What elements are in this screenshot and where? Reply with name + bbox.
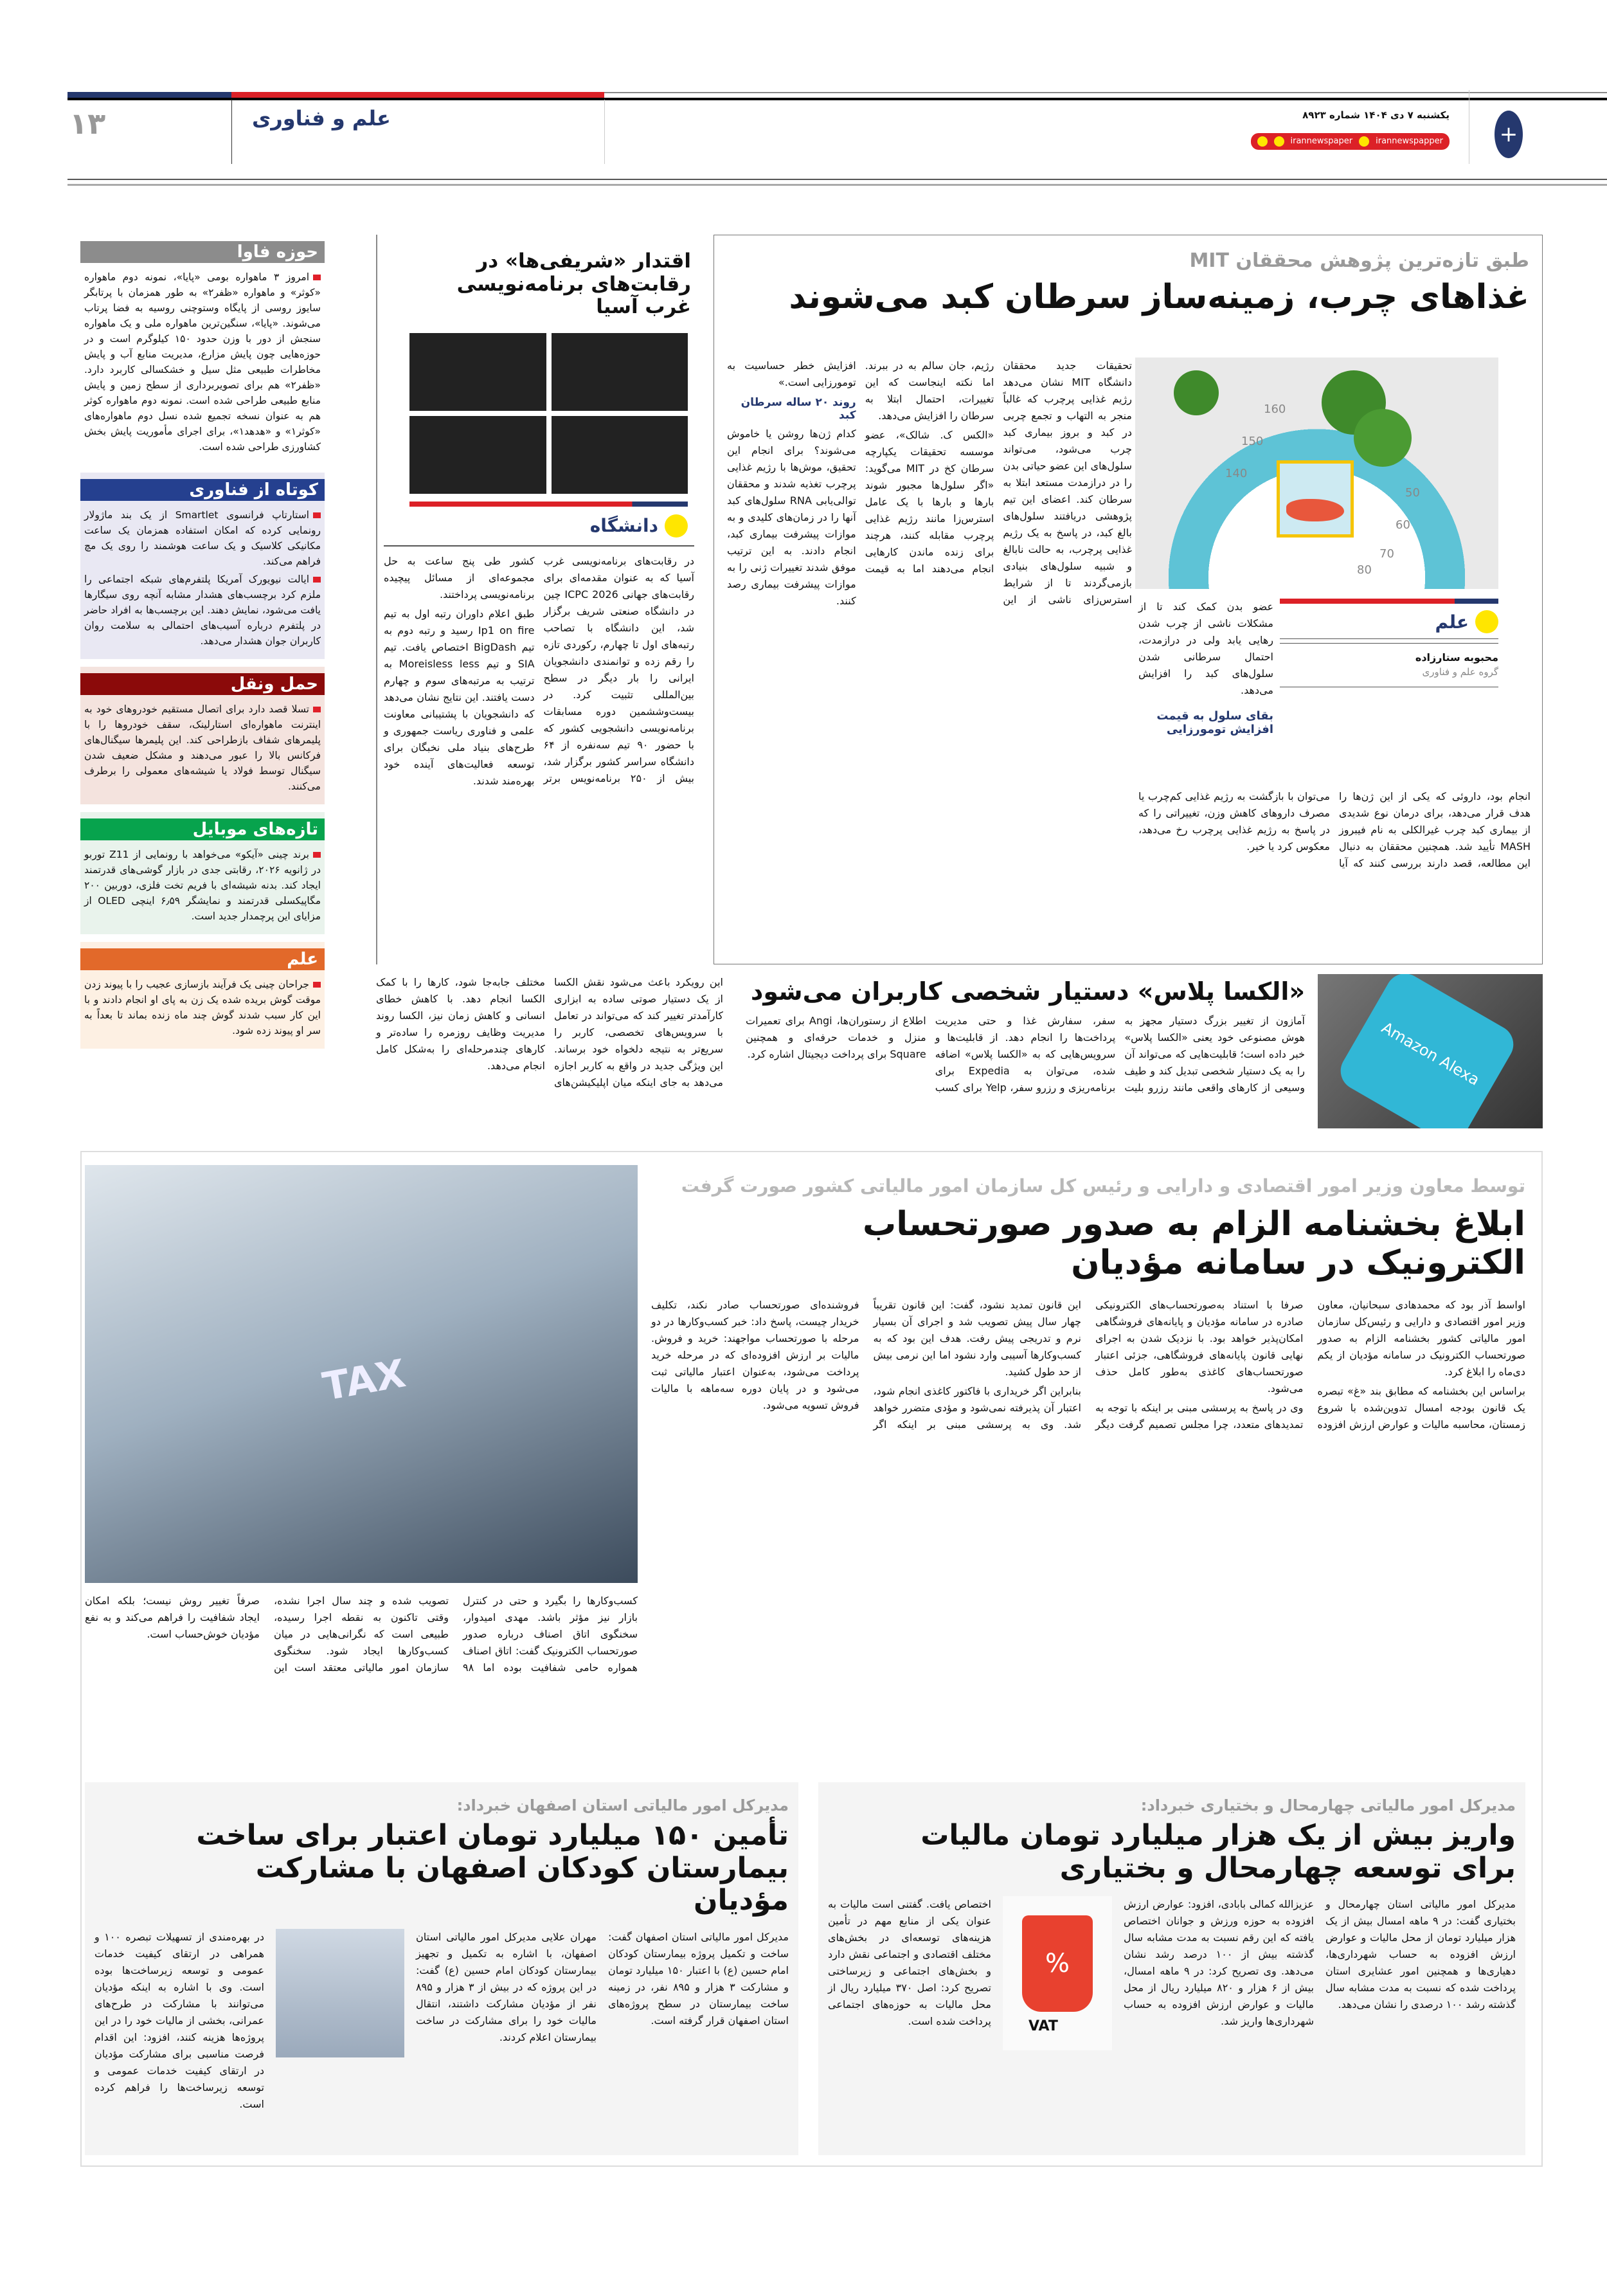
mit-body-right: [1138, 788, 1531, 872]
sharif-headline: اقتدار «شریفی‌ها» در رقابت‌های برنامه‌نویسی غرب آسیا: [456, 249, 691, 319]
liver-illustration: 160 150 140 50 60 70 80: [1135, 357, 1498, 589]
author-name: محبوبه ستارزاده: [1415, 651, 1498, 664]
chb-article: [818, 1782, 1525, 2155]
date-line: یکشنبه ۷ دی ۱۴۰۴ شماره ۸۹۲۳: [1302, 109, 1450, 121]
team-photo: [552, 416, 688, 494]
brief-title: حوزه فاوا: [80, 241, 325, 263]
paragraph: «الکس ک. شالک»، عضو موسسه تحقیقات یکپارچه سرطان کخ در MIT می‌گوید: «اگر سلول‌ها مجبور شوند بارها و بارها با یک عامل استرس‌زا مانند رژیم غذایی پرچرب مقابله کنند، هرچند برای زنده ماندن کارهایی انجام می‌دهند اما به قیمت افزایش خطر حساسیت به تومورزایی است.»: [727, 359, 994, 575]
brief-box: [80, 667, 325, 804]
team-photo: [409, 416, 546, 494]
brief-item: امروز ۳ ماهواره بومی «پایا»، نمونه دوم ماهواره «کوثر» و ماهواره «ظفر۲» به طور همزمان با پرتابگر سایوز روسی از پایگاه وستوچنی روسیه به فضا پرتاب می‌شوند. «پایا»، سنگین‌ترین ماهواره ملی و یک ماهواره سنجش از دور با وزن حدود ۱۵۰ کیلوگرم است و در حوزه‌هایی چون پایش مزارع، مدیریت منابع آب و پایش مخاطرات طبیعی مثل سیل و خشکسالی کاربرد دارد. «ظفر۲» هم برای تصویربرداری از سطح زمین و پایش منابع طبیعی طراحی شده است. نمونه دوم ماهواره کوثر هم به عنوان نسخه تجمیع شده نسل دوم ماهواره‌های «کوثر۱» و «هدهد۱»، برای اجرای مأموریت پایش بخش کشاورزی طراحی شده است.: [80, 269, 325, 455]
red-bar: [231, 92, 604, 98]
paragraph: عزیزالله کمالی بابادی، افزود: عوارض ارزش افزوده به حوزه ورزش و جوانان اختصاص یافته که این رقم نسبت به مدت مشابه سال گذشته بیش از ۱۰۰ درصد رشد نشان می‌دهد. وی تصریح کرد: در ۹ ماهه امسال، بیش از ۶ هزار و ۸۲۰ میلیارد ریال از محل مالیات و عوارض ارزش افزوده به حساب شهرداری‌ها واریز شد.: [1124, 1898, 1314, 2028]
alexa-logo-text: Amazon Alexa: [1378, 1018, 1483, 1089]
brief-item: استارتاپ فرانسوی Smartlet از یک بند ماژولار رونمایی کرده که امکان استفاده همزمان یک ساعت مکانیکی کلاسیک و یک ساعت هوشمند را روی یک مچ فراهم می‌کند.: [80, 507, 325, 569]
alexa-image: [1318, 974, 1543, 1128]
isf-article: [85, 1782, 798, 2155]
mit-kicker: طبق تازه‌ترین پژوهش محققان MIT: [1189, 249, 1529, 272]
mit-body: [727, 357, 1132, 610]
team-photo: [552, 333, 688, 411]
paragraph: کسب‌وکارها را بگیرد و حتی در کنترل بازار نیز مؤثر باشد. مهدی امیدوار، سخنگوی اتاق اصناف درباره صدور صورتحساب الکترونیک گفت: اتاق اصناف همواره حامی شفافیت بوده اما ۹۸ تصویب شده و چند سال اجرا نشده، وقتی تاکنون به نقطه اجرا رسیده، طبیعی است که نگرانی‌هایی در میان کسب‌وکارها ایجاد شود. سخنگوی سازمان امور مالیاتی معتقد است این صرفاً تغییر روش نیست؛ بلکه امکان ایجاد شفافیت را فراهم می‌کند و به نفع مؤدیان خوش‌حساب است.: [85, 1595, 638, 1674]
instagram-icon: [1359, 136, 1369, 147]
sharif-body: [384, 545, 694, 790]
brief-box: [80, 473, 325, 659]
brief-title: کوتاه از فناوری: [80, 479, 325, 501]
paragraph: مدیرکل امور مالیاتی استان چهارمحال و بختیاری گفت: در ۹ ماهه امسال بیش از یک هزار میلیارد تومان از محل مالیات و عوارض ارزش افزوده به حساب شهرداری‌ها، دهیاری‌ها و همچنین امور عشایری استان پرداخت شده که نسبت به مدت مشابه سال گذشته رشد ۱۰۰ درصدی را نشان می‌دهد.: [1325, 1898, 1516, 2011]
sharif-article: [376, 235, 701, 964]
tax-photo: [85, 1165, 638, 1583]
paragraph: براساس این بخشنامه که مطابق بند «غ» تبصره یک قانون بودجه امسال تدوین‌شده با شروع زمستان، محاسبه مالیات و عوارض ارزش افزوده صرفا با استناد به‌صورتحساب‌های الکترونیکی صادره در سامانه مؤدیان و پایانه‌های فروشگاهی امکان‌پذیر خواهد بود. با نزدیک شدن به اجرای نهایی قانون پایانه‌های فروشگاهی، جزئی اعتبار صورتحساب‌های کاغذی به‌طور کامل حذف می‌شود.: [1095, 1298, 1525, 1431]
isf-body: [416, 1929, 789, 2046]
paragraph: آمازون از تغییر بزرگ دستیار مجهز به هوش مصنوعی خود یعنی «الکسا پلاس» خبر داده است؛ قابلیت‌هایی که می‌تواند آن را به یک دستیار شخصی تبدیل کند و طیف وسیعی از کارهای واقعی مانند رزرو بلیت سفر، سفارش غذا و حتی مدیریت پرداخت‌ها را انجام دهد. از قابلیت‌ها و سرویس‌هایی که به «الکسا پلاس» اضافه شده، می‌توان به Expedia برای برنامه‌ریزی و رزرو سفر، Yelp برای کسب اطلاع از رستوران‌ها، Angi برای تعمیرات منزل و خدمات حرفه‌ای و همچنین Square برای پرداخت دیجیتال اشاره کرد.: [746, 1014, 1305, 1094]
briefs-column: [80, 235, 325, 1049]
paragraph: مهران علایی مدیرکل امور مالیاتی استان اصفهان، با اشاره به تکمیل و تجهیز بیمارستان کودکان امام حسین (ع) گفت: در این پروژه که در بیش از ۳ هزار و ۸۹۵ نفر از مؤدیان مشارکت داشتند، انتقال مالیات خود را برای مشارکت در ساخت بیمارستان اعلام کردند.: [416, 1930, 597, 2043]
tax-text-icon: TAX: [319, 1351, 409, 1410]
brief-box: [80, 942, 325, 1049]
brief-item: برند چینی «آیکو» می‌خواهد با رونمایی از Z11 توربو در ژانویه ۲۰۲۶، رقابتی جدی در بازار گوشی‌های قدرتمند ایجاد کند. بدنه شیشه‌ای با فریم تخت فلزی، دوربین ۲۰۰ مگاپیکسلی قدرتمند و نمایشگر ۶٫۵۹ اینچی OLED از مزایای این پرچمدار جدید است.: [80, 847, 325, 924]
chb-kicker: مدیرکل امور مالیاتی چهارمحال و بختیاری خبرداد:: [1140, 1796, 1516, 1814]
tax-kicker: توسط معاون وزیر امور اقتصادی و دارایی و رئیس کل سازمان امور مالیاتی کشور صورت گرفت: [681, 1175, 1525, 1197]
paragraph: کدام ژن‌ها روشن یا خاموش می‌شوند؟ برای انجام این تحقیق، موش‌ها با رژیم غذایی پرچرب تغذیه شدند و محققان توالی‌یابی RNA سلول‌های کبد آنها را در زمان‌های کلیدی و به موازات پیشرفت بیماری کبد، انجام دادند. به این ترتیب موفق شدند تغییرات ژنی را به موازات پیشرفت بیماری رصد کنند.: [727, 428, 856, 607]
isf-body-left: [94, 1929, 264, 2115]
mit-subhead: بقای سلول به قیمت افزایش تومورزایی: [1156, 709, 1273, 736]
mit-tag: علم: [1435, 611, 1469, 633]
tax-section: [80, 1151, 1543, 2167]
alexa-headline: «الکسا پلاس» دستیار شخصی کاربران می‌شود: [750, 977, 1305, 1006]
team-photo: [409, 333, 546, 411]
masthead: [0, 0, 1607, 193]
navy-bar: [67, 92, 231, 98]
virus-icon: [1354, 409, 1412, 467]
paragraph: اختصاص یافت. گفتنی است مالیات به عنوان یکی از منابع مهم در تأمین هزینه‌های توسعه‌ای در بخش‌های مختلف اقتصادی و اجتماعی نقش دارد و بخش‌های اجتماعی و زیرساختی تصریح کرد: اصل ۳۷۰ میلیارد ریال از محل مالیات به حوزه‌های اجتماعی پرداخت شده است.: [828, 1898, 991, 2028]
tax-body-lower: [85, 1593, 638, 1676]
tax-body: [651, 1297, 1525, 1433]
pull-quote: عضو بدن کمک کند تا از مشکلات ناشی از چرب شدن رهایی یابد ولی در درازمدت، احتمال سرطانی شدن سلول‌های کبد را افزایش می‌دهد.: [1138, 601, 1273, 696]
brief-title: تازه‌های موبایل: [80, 818, 325, 840]
vat-image: % VAT: [1003, 1896, 1112, 2050]
paragraph: تحقیقات جدید محققان دانشگاه MIT نشان می‌دهد رژیم غذایی پرچرب که غالباً منجر به التهاب و تجمع چربی در کبد و بروز بیماری کبد چرب می‌شود، می‌تواند سلول‌های این عضو حیاتی بدن را در درازمدت مستعد ابتلا به سرطان کند. اعضای این تیم پژوهشی دریافتند سلول‌های بالغ کبد، در پاسخ به یک رژیم غذایی پرچرب، به حالت نابالغ و شبیه سلول‌های بنیادی بازمی‌گردند تا از شرایط استرس‌زای ناشی از این رژیم، جان سالم به در ببرند. اما نکته اینجاست که این تغییرات، احتمال ابتلا به سرطان را افزایش می‌دهد.: [865, 359, 1132, 606]
mit-subhead-2: روند ۲۰ ساله سرطان کبد: [741, 396, 856, 422]
paragraph: انجام بود، داروئی که یکی از این ژن‌ها را هدف قرار می‌دهد، برای درمان نوع شدیدی از بیماری کبد چرب غیرالکلی به نام فیبروز MASH تأیید شد. همچنین محققان به دنبال این مطالعه، قصد دارند بررسی کنند که آیا می‌توان با بازگشت به رژیم غذایی کم‌چرب یا مصرف داروهای کاهش وزن، تغییراتی را که در پاسخ به رژیم غذایی پرچرب رخ می‌دهد، معکوس کرد یا خیر.: [1138, 790, 1531, 869]
brief-item: جراحان چینی یک فرآیند بازسازی عجیب را با پیوند زدن موقت گوش بریده شده یک زن به پای او انجام دادند و با این کار سبب شدند گوش چند ماه زنده بماند تا بعداً به سر او پیوند زده شود.: [80, 977, 325, 1038]
social-handles[interactable]: [1251, 133, 1450, 150]
team-photos: [409, 333, 688, 494]
paragraph: وی در پاسخ به پرسشی مبنی بر اینکه با توجه به تمدیدهای متعدد، چرا مجلس تصمیم گرفت دیگر این قانون تمدید نشود، گفت: این قانون تقریباً چهار سال پیش تصویب شد و اجرای آن بسیار نرم و تدریجی پیش رفت. هدف این بود که به کسب‌وکارها آسیبی وارد نشود اما این نرمی بیش از حد طول کشید.: [873, 1298, 1304, 1431]
twitter-icon: [1274, 136, 1284, 147]
isf-headline: تأمین ۱۵۰ میلیارد تومان اعتبار برای ساخت بیمارستان کودکان اصفهان با مشارکت مؤدیان: [196, 1819, 789, 1917]
alexa-body: [746, 1013, 1305, 1096]
liver-icon: [1277, 460, 1354, 538]
sharif-tag: دانشگاه: [589, 515, 658, 537]
mit-article: [714, 235, 1543, 964]
iran-logo-icon: +: [1495, 111, 1523, 158]
tag-dot-icon: [665, 514, 688, 538]
virus-icon: [1174, 370, 1219, 415]
brief-item: ایالت نیویورک آمریکا پلتفرم‌های شبکه اجتماعی را ملزم کرد برچسب‌های هشدار مشابه آنچه روی سیگارها یافت می‌شود، نمایش دهند. این برچسب‌ها به افراد حاضر در پلتفرم درباره آسیب‌های احتمالی به سلامت روان کاربران جوان هشدار می‌دهد.: [80, 572, 325, 649]
paragraph: در بهره‌مندی از تسهیلات تبصره ۱۰۰ و همراهی در ارتقای کیفیت خدمات عمومی و توسعه زیرساخت‌ها بوده است. وی با اشاره به اینکه مؤدیان می‌توانند با مشارکت در طرح‌های عمرانی، بخشی از مالیات خود را در این پروژه‌ها هزینه کنند، افزود: این اقدام فرصت مناسبی برای مشارکت مؤدیان در ارتقای کیفیت خدمات عمومی و توسعه زیرساخت‌ها را فراهم کرده است.: [94, 1930, 264, 2110]
telegram-icon: [1257, 136, 1268, 147]
mit-headline: غذاهای چرب، زمینه‌ساز سرطان کبد می‌شوند: [789, 278, 1529, 316]
brief-box: [80, 235, 325, 465]
brief-item: تسلا قصد دارد برای اتصال مستقیم خودروهای خود به اینترنت ماهواره‌ای استارلینک، سقف خودروها را با پلیمرهای شفاف بازطراحی کند. این پلیمرها سیگنال‌های فرکانس بالا را عبور می‌دهند و مشکل ضعیف شدن سیگنال توسط فولاد یا شیشه‌های معمولی را برطرف می‌کنند.: [80, 701, 325, 794]
paragraph: اواسط آذر بود که محمدهادی سبحانیان، معاون وزیر امور اقتصادی و دارایی و رئیس‌کل سازمان امور مالیاتی کشور بخشنامه الزام به صدور صورتحساب الکترونیک در سامانه مؤدیان از یکم دی‌ماه را ابلاغ کرد.: [1317, 1298, 1525, 1378]
brief-title: حمل ونقل: [80, 673, 325, 695]
chb-headline: واریز بیش از یک هزار میلیارد تومان مالیات برای توسعه چهارمحال و بختیاری: [920, 1819, 1516, 1885]
chb-body: [1124, 1896, 1516, 2030]
alexa-body-left: [376, 974, 723, 1091]
paragraph: در رقابت‌های برنامه‌نویسی غرب آسیا که به عنوان مقدمه‌ای برای رقابت‌های جهانی ICPC 2026 چین در دانشگاه صنعتی شریف برگزار شد، این دانشگاه با تصاحب رتبه‌های اول تا چهارم، رکوردی تازه را رقم زده و توانمندی دانشجویان ایرانی را بار دیگر در سطح بین‌المللی تثبیت کرد. در بیست‌وششمین دوره مسابقات برنامه‌نویسی دانشجویی کشور که با حضور ۹۰ تیم سه‌نفره از ۶۴ دانشگاه سراسر کشور برگزار شد، بیش از ۲۵۰ برنامه‌نویس برتر کشور طی پنج ساعت به حل مجموعه‌ای از مسائل پیچیده برنامه‌نویسی پرداختند.: [384, 554, 695, 784]
author-role: گروه علم و فناوری: [1280, 666, 1498, 687]
hospital-image: [276, 1929, 404, 2057]
paragraph: این رویکرد باعث می‌شود نقش الکسا از یک دستیار صوتی ساده به ابزاری کارآمدتر تغییر کند که می‌تواند در تعامل با سرویس‌های تخصصی، کاربر را سریع‌تر به نتیجه دلخواه خود برساند. این ویژگی جدید در واقع به کاربر اجازه می‌دهد به جای اینکه میان اپلیکیشن‌های مختلف جابه‌جا شود، کارها را با کمک الکسا انجام دهد. با کاهش خطای انسانی و کاهش زمان نیز، الکسا روند مدیریت وظایف روزمره را ساده‌تر و کارهای چندمرحله‌ای را به‌شکل کامل انجام می‌دهد.: [376, 976, 723, 1089]
section-title: علم و فناوری: [252, 106, 391, 131]
paragraph: طبق اعلام داوران رتبه اول به تیم Ip1 on fire رسید و رتبه دوم به تیم BigDash اختصاص یافت. تیم SIA و تیم Moreisless less به ترتیب به مرتبه‌های سوم و چهارم دست یافتند. این نتایج نشان می‌دهد که دانشجویان با پشتیبانی معاونت علمی و فناوری ریاست جمهوری و طرح‌های بنیاد ملی نخبگان برای توسعه فعالیت‌های آینده خود بهره‌مند شدند.: [384, 607, 535, 787]
vat-label: VAT: [1028, 2018, 1058, 2035]
tax-headline: ابلاغ بخشنامه الزام به صدور صورتحساب الکترونیک در سامانه مؤدیان: [863, 1205, 1525, 1282]
paragraph: مدیرکل امور مالیاتی استان اصفهان گفت: ساخت و تکمیل پروژه بیمارستان کودکان امام حسین (ع) با اعتبار ۱۵۰ میلیارد تومان و مشارکت ۳ هزار و ۸۹۵ نفر، در زمینه ساخت بیمارستان در سطح پروژه‌های استان اصفهان قرار گرفته است.: [608, 1930, 789, 2027]
isf-kicker: مدیرکل امور مالیاتی استان اصفهان خبرداد:: [456, 1796, 789, 1814]
alexa-article: [376, 974, 1543, 1135]
handle-1: irannewspaper: [1290, 136, 1353, 146]
brief-box: [80, 812, 325, 934]
tag-dot-icon: [1475, 610, 1498, 633]
page-number: ۱۳: [69, 106, 106, 141]
paragraph: بنابراین اگر خریداری با فاکتور کاغذی انجام شود، اعتبار آن پذیرفته نمی‌شود و مؤدی متضرر خواهد شد. وی به پرسشی مبنی بر اینکه اگر فروشنده‌ای صورتحساب صادر نکند، تکلیف خریدار چیست، پاسخ داد: خبر کسب‌وکارها در دو مرحله با صورتحساب مواجهند: خرید و فروش. مالیات بر ارزش افزوده‌ای که در مرحله خرید پرداخت می‌شود، به‌عنوان اعتبار مالیاتی ثبت می‌شود و در پایان دوره سه‌ماهه با مالیات فروش تسویه می‌شود.: [651, 1298, 1081, 1431]
chb-body-left: [828, 1896, 991, 2032]
brief-title: علم: [80, 948, 325, 970]
handle-2: irannewspapper: [1376, 136, 1443, 146]
